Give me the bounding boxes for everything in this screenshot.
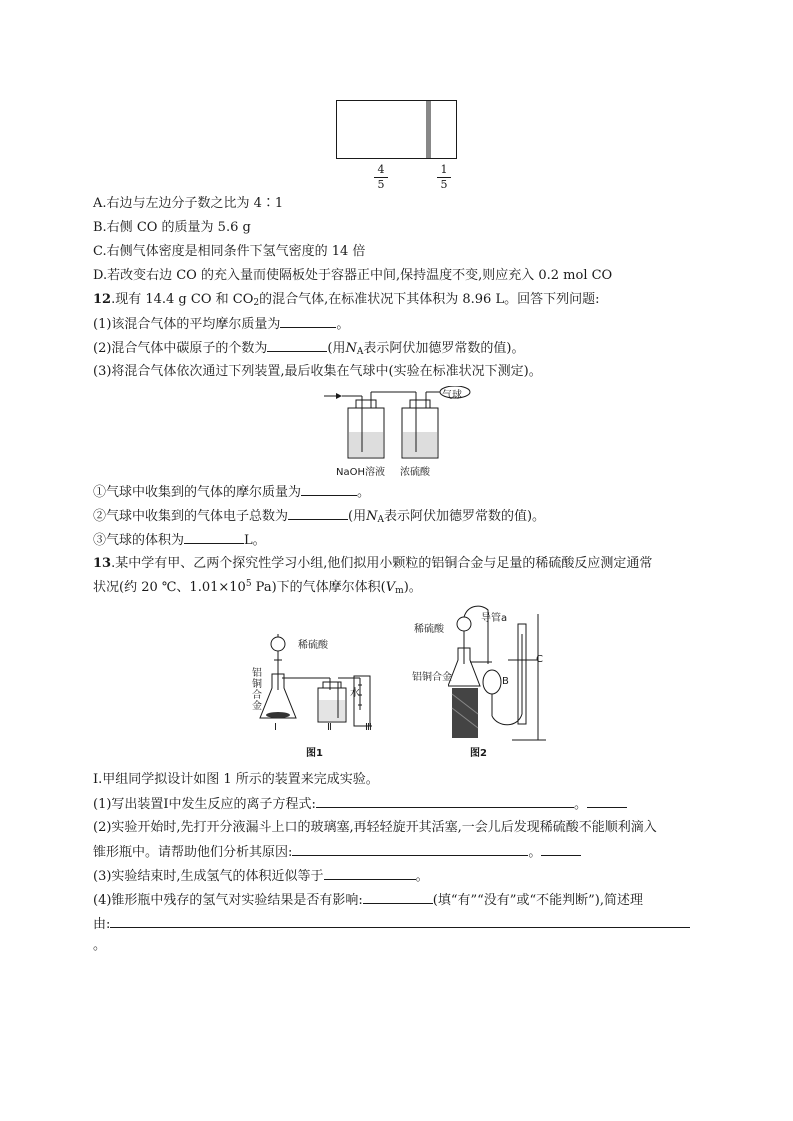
q12-part3: (3)将混合气体依次通过下列装置,最后收集在气球中(实验在标准状况下测定)。 xyxy=(93,364,542,379)
option-d: D.若改变右边 CO 的充入量而使隔板处于容器正中间,保持温度不变,则应充入 0.2 mol CO xyxy=(93,268,613,283)
q12-part2: (2)混合气体中碳原子的个数为 (用$N_A$表示阿伏加德罗常数的值)。 xyxy=(93,341,525,357)
fig1-acid-label: 稀硫酸 xyxy=(298,640,328,651)
q13-q4-line2: 由: xyxy=(93,915,690,934)
fig2-label-C: C xyxy=(536,654,543,665)
fig2-tube-label: 导管a xyxy=(481,613,508,624)
q13-q3: (3)实验结束时,生成氢气的体积近似等于 。 xyxy=(93,869,429,884)
fraction-right: 1 5 xyxy=(437,164,451,191)
fig1-caption: 图1 xyxy=(306,748,323,759)
figure-2 xyxy=(448,604,548,744)
q13-q2-line2: 锥形瓶中。请帮助他们分析其原因: 。 xyxy=(93,843,581,862)
q13-q4-end: 。 xyxy=(93,938,107,953)
q13-q4-line1: (4)锥形瓶中残存的氢气对实验结果是否有影响: (填“有”“没有”或“不能判断”),简述理 xyxy=(93,893,643,908)
q13-stem-line2: 状况(约 20 ℃、$1.01\times 10^5$ Pa)下的气体摩尔体积$(V_m)$。 xyxy=(93,579,422,596)
naoh-label: NaOH溶液 xyxy=(336,467,385,478)
fig1-label-III: Ⅲ xyxy=(365,722,372,733)
fig1-label-I: Ⅰ xyxy=(274,722,277,733)
q13-part1-heading: Ⅰ.甲组同学拟设计如图 1 所示的装置来完成实验。 xyxy=(93,772,379,787)
fig2-acid-label: 稀硫酸 xyxy=(414,624,444,635)
fig2-caption: 图2 xyxy=(470,748,487,759)
partition xyxy=(426,101,431,158)
q13-stem-line1: 13.某中学有甲、乙两个探究性学习小组,他们拟用小颗粒的铝铜合金与足量的稀硫酸反应测定通常 xyxy=(93,556,653,571)
fig1-label-II: Ⅱ xyxy=(327,722,332,733)
balloon-label: 气球 xyxy=(442,390,462,401)
container-svg xyxy=(336,100,458,160)
fig1-alloy-label: 铝铜合金 xyxy=(252,668,262,712)
q12-part1: (1)该混合气体的平均摩尔质量为 。 xyxy=(93,317,350,332)
fig1-water-label: 水 xyxy=(350,688,360,699)
figure-2-svg xyxy=(448,604,548,744)
q13-q2-line1: (2)实验开始时,先打开分液漏斗上口的玻璃塞,再轻轻旋开其活塞,一会儿后发现稀硫酸不能顺利滴入 xyxy=(93,820,657,835)
option-b: B.右侧 CO 的质量为 5.6 g xyxy=(93,220,251,235)
fig2-alloy-label: 铝铜合金 xyxy=(412,672,452,683)
q12-sub2: ②气球中收集到的气体电子总数为 (用$N_A$表示阿伏加德罗常数的值)。 xyxy=(93,509,546,525)
option-a: A.右边与左边分子数之比为 4∶1 xyxy=(93,196,284,211)
container-diagram xyxy=(336,100,458,160)
option-c: C.右侧气体密度是相同条件下氢气密度的 14 倍 xyxy=(93,244,366,259)
fraction-left: 4 5 xyxy=(374,164,388,191)
q12-sub1: ①气球中收集到的气体的摩尔质量为 。 xyxy=(93,485,371,500)
fig2-label-B: B xyxy=(502,676,509,687)
q12-sub3: ③气球的体积为 L。 xyxy=(93,533,266,548)
q12-stem: 12.现有 14.4 g CO 和 $CO_2$的混合气体,在标准状况下其体积为 8.96 L。回答下列问题: xyxy=(93,292,600,308)
q13-q1: (1)写出装置Ⅰ中发生反应的离子方程式: 。 xyxy=(93,795,627,814)
h2so4-label: 浓硫酸 xyxy=(400,467,430,478)
